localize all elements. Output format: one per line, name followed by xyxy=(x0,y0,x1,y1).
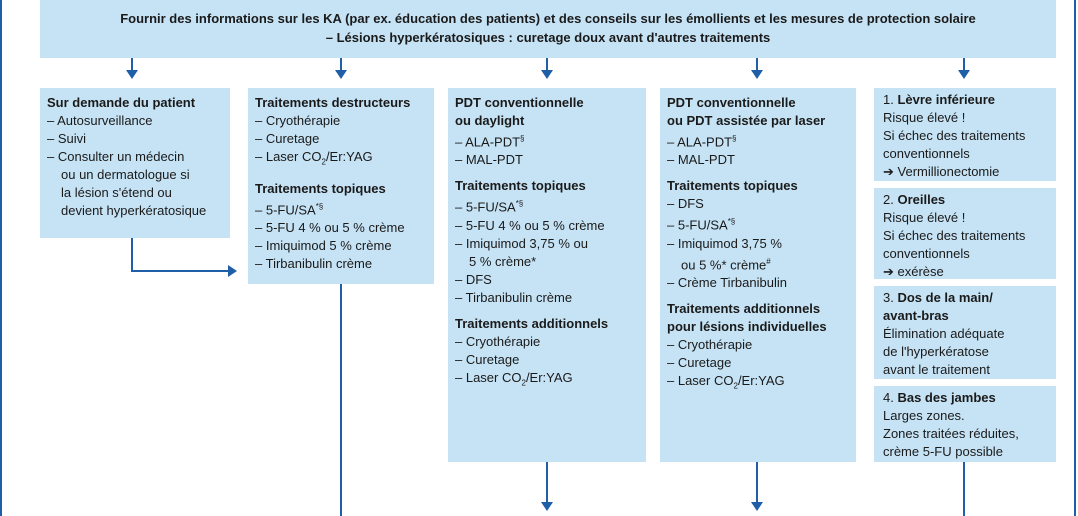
list-item: ou un dermatologue si xyxy=(61,167,190,182)
hand-forearm-box: 3. Dos de la main/ avant-bras Élimination adéquate de l'hyperkératose avant le traitement xyxy=(874,286,1056,379)
arrow-down-4 xyxy=(751,70,763,79)
list-item: devient hyperkératosique xyxy=(61,203,207,218)
arrow-down-3 xyxy=(541,70,553,79)
list-item: – Cryothérapie xyxy=(255,113,341,128)
lower-legs-title: Bas des jambes xyxy=(897,390,996,405)
list-item: – Suivi xyxy=(47,131,87,146)
list-item: – 5-FU/SA*§ xyxy=(667,217,736,233)
list-item: – Tirbanibulin crème xyxy=(455,289,573,305)
arrow-down-5 xyxy=(958,70,970,79)
arrow-down-col4 xyxy=(751,502,763,511)
list-item: – Laser $CO_2/Er:YAG$ xyxy=(667,372,785,391)
list-item: la lésion s'étend ou xyxy=(61,185,172,200)
pdt-daylight-box xyxy=(448,88,646,462)
destructive-title: Traitements destructeurs xyxy=(255,95,411,110)
list-item: – 5-FU 4 % ou 5 % crème xyxy=(455,217,605,233)
additional-title-b: pour lésions individuelles xyxy=(667,318,827,334)
top-line-2: – Lésions hyperkératosiques : curetage doux avant d'autres traitements xyxy=(325,30,771,45)
connector-col5-down xyxy=(963,462,965,516)
list-item: – MAL-PDT xyxy=(455,152,523,168)
pdt-title-b: ou daylight xyxy=(455,113,525,128)
topical-title: Traitements topiques xyxy=(455,178,586,194)
list-item: – ALA-PDT§ xyxy=(455,134,525,150)
list-item: ou 5 %* crème# xyxy=(681,256,771,272)
hand-forearm-title: Dos de la main/ xyxy=(897,290,993,305)
pdt-laser-box xyxy=(660,88,856,462)
connector-col1-down xyxy=(131,238,133,272)
list-item: – Imiquimod 3,75 % xyxy=(667,235,782,251)
arrow-down-col3 xyxy=(541,502,553,511)
connector-col3-down xyxy=(546,462,548,502)
top-line-1: Fournir des informations sur les KA (par ex. éducation des patients) et des conseils sur les émollients et les mesures de protection solaire xyxy=(120,11,976,26)
pdt-laser-title-b: ou PDT assistée par laser xyxy=(667,113,826,128)
list-item: – Tirbanibulin crème xyxy=(255,255,373,271)
pdt-laser-title-a: PDT conventionnelle xyxy=(667,95,796,110)
list-item: – ALA-PDT§ xyxy=(667,134,737,150)
list-item: – Consulter un médecin xyxy=(47,149,185,164)
additional-title-a: Traitements additionnels xyxy=(667,300,821,316)
list-item: – Laser $CO_2/Er:YAG$ xyxy=(455,369,573,388)
list-item: 5 % crème* xyxy=(469,253,537,269)
list-item: – Crème Tirbanibulin xyxy=(667,274,787,290)
lower-lip-title: Lèvre inférieure xyxy=(897,92,996,107)
connector-col4-down xyxy=(756,462,758,502)
list-item: – Imiquimod 5 % crème xyxy=(255,237,392,253)
ears-title: Oreilles xyxy=(897,192,946,207)
lower-lip-box: 1. Lèvre inférieure Risque élevé ! Si échec des traitements conventionnels ➔ Vermillionectomie xyxy=(874,88,1056,181)
arrow-down-2 xyxy=(335,70,347,79)
lower-legs-box: 4. Bas des jambes Larges zones. Zones traitées réduites, crème 5-FU possible xyxy=(874,386,1056,462)
patient-request-box xyxy=(40,88,230,238)
topical-title: Traitements topiques xyxy=(255,180,386,196)
additional-title: Traitements additionnels xyxy=(455,315,609,331)
list-item: – 5-FU/SA*§ xyxy=(255,201,324,217)
patient-request-title: Sur demande du patient xyxy=(47,95,196,110)
destructive-treatments-box xyxy=(248,88,434,284)
ears-box: 2. Oreilles Risque élevé ! Si échec des traitements conventionnels ➔ exérèse xyxy=(874,188,1056,279)
list-item: – Curetage xyxy=(455,351,520,367)
list-item: – Cryothérapie xyxy=(455,333,541,349)
list-item: – Curetage xyxy=(667,354,732,370)
list-item: – Cryothérapie xyxy=(667,336,753,352)
list-item: – Autosurveillance xyxy=(47,113,153,128)
top-info-box xyxy=(40,0,1056,58)
list-item: – MAL-PDT xyxy=(667,152,735,168)
list-item: – DFS xyxy=(667,196,704,212)
list-item: – 5-FU/SA*§ xyxy=(455,199,524,215)
arrow-down-1 xyxy=(126,70,138,79)
pdt-title-a: PDT conventionnelle xyxy=(455,95,584,110)
arrow-right xyxy=(228,265,237,277)
list-item: – DFS xyxy=(455,271,492,287)
list-item: – 5-FU 4 % ou 5 % crème xyxy=(255,219,405,235)
list-item: – Curetage xyxy=(255,131,320,146)
list-item: – Laser $CO_2/Er:YAG$ xyxy=(255,149,373,167)
connector-col2-down xyxy=(340,284,342,516)
topical-title: Traitements topiques xyxy=(667,178,798,194)
connector-col1-right xyxy=(131,270,231,272)
list-item: – Imiquimod 3,75 % ou xyxy=(455,235,588,251)
